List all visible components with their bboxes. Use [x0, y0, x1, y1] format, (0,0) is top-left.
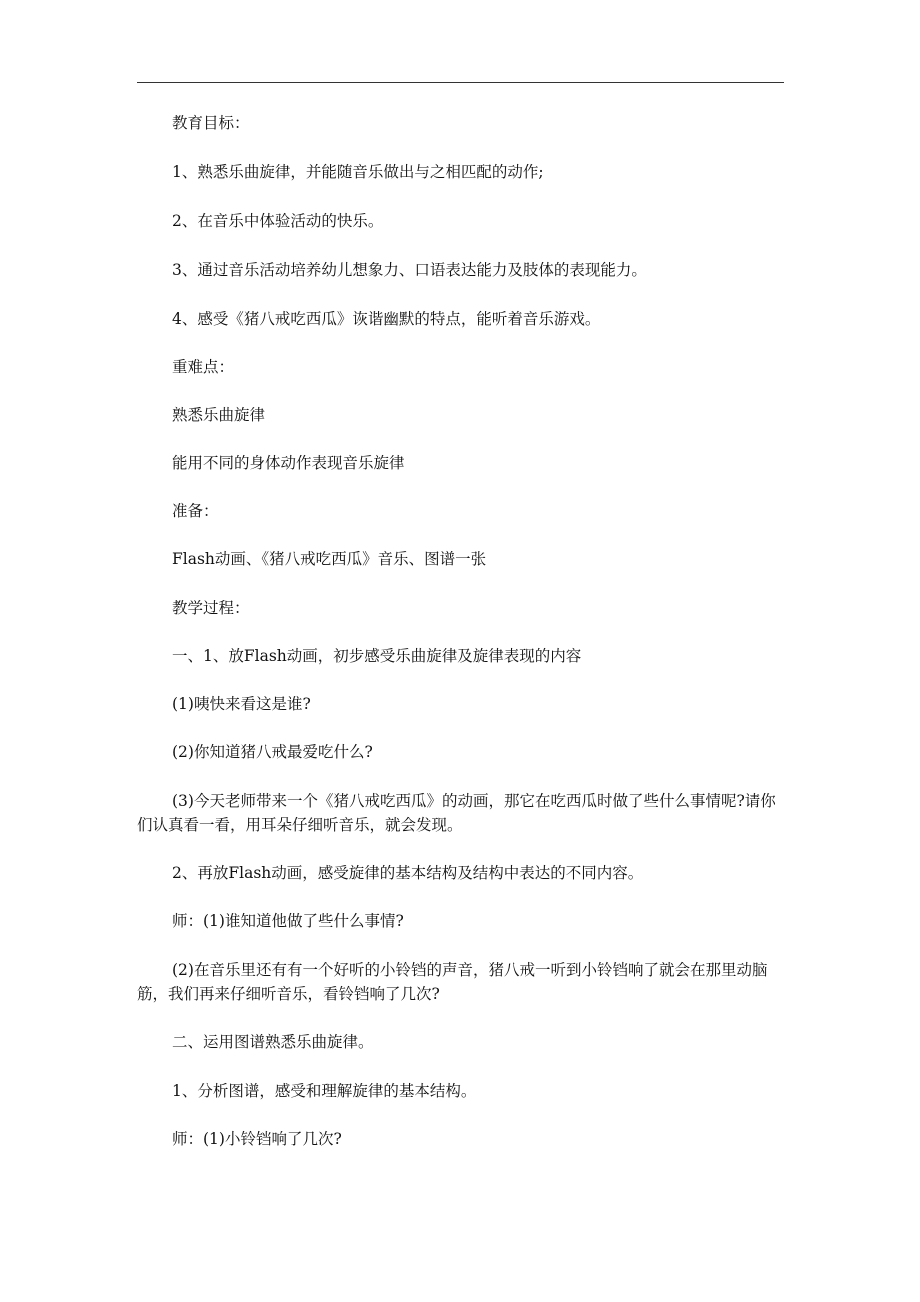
- paragraph-goal-2: 2、在音乐中体验活动的快乐。: [172, 212, 384, 230]
- paragraph-step-2: 2、再放Flash动画，感受旋律的基本结构及结构中表达的不同内容。: [172, 864, 644, 882]
- paragraph-section-2-q1: 师：(1)小铃铛响了几次?: [172, 1130, 342, 1148]
- paragraph-step-2-q2: (2)在音乐里还有有一个好听的小铃铛的声音，猪八戒一听到小铃铛响了就会在那里动脑筋，我们再来仔细听音乐，看铃铛响了几次?: [137, 961, 768, 1003]
- paragraph-step-2-q1: 师：(1)谁知道他做了些什么事情?: [172, 912, 404, 930]
- paragraph-section-2-step-1: 1、分析图谱，感受和理解旋律的基本结构。: [172, 1082, 477, 1100]
- paragraph-goal-4: 4、感受《猪八戒吃西瓜》诙谐幽默的特点，能听着音乐游戏。: [172, 310, 601, 328]
- paragraph-goal-1: 1、熟悉乐曲旋律，并能随音乐做出与之相匹配的动作;: [172, 163, 544, 181]
- paragraph-key-point-1: 熟悉乐曲旋律: [172, 406, 266, 424]
- paragraph-goals-heading: 教育目标：: [172, 114, 250, 132]
- header-rule: [137, 82, 784, 83]
- paragraph-step-1-q3: (3)今天老师带来一个《猪八戒吃西瓜》的动画，那它在吃西瓜时做了些什么事情呢?请你们认真看一看，用耳朵仔细听音乐，就会发现。: [137, 792, 776, 834]
- paragraph-step-1-q1: (1)咦快来看这是谁?: [172, 695, 311, 713]
- paragraph-goal-3: 3、通过音乐活动培养幼儿想象力、口语表达能力及肢体的表现能力。: [172, 261, 647, 279]
- paragraph-step-1: 一、1、放Flash动画，初步感受乐曲旋律及旋律表现的内容: [172, 647, 582, 665]
- paragraph-prep-items: Flash动画、《猪八戒吃西瓜》音乐、图谱一张: [172, 550, 487, 568]
- paragraph-step-1-q2: (2)你知道猪八戒最爱吃什么?: [172, 743, 373, 761]
- paragraph-section-2: 二、运用图谱熟悉乐曲旋律。: [172, 1033, 374, 1051]
- paragraph-process-heading: 教学过程：: [172, 599, 250, 617]
- paragraph-prep-heading: 准备：: [172, 502, 219, 520]
- paragraph-key-point-2: 能用不同的身体动作表现音乐旋律: [172, 454, 405, 472]
- paragraph-key-points-heading: 重难点：: [172, 358, 235, 376]
